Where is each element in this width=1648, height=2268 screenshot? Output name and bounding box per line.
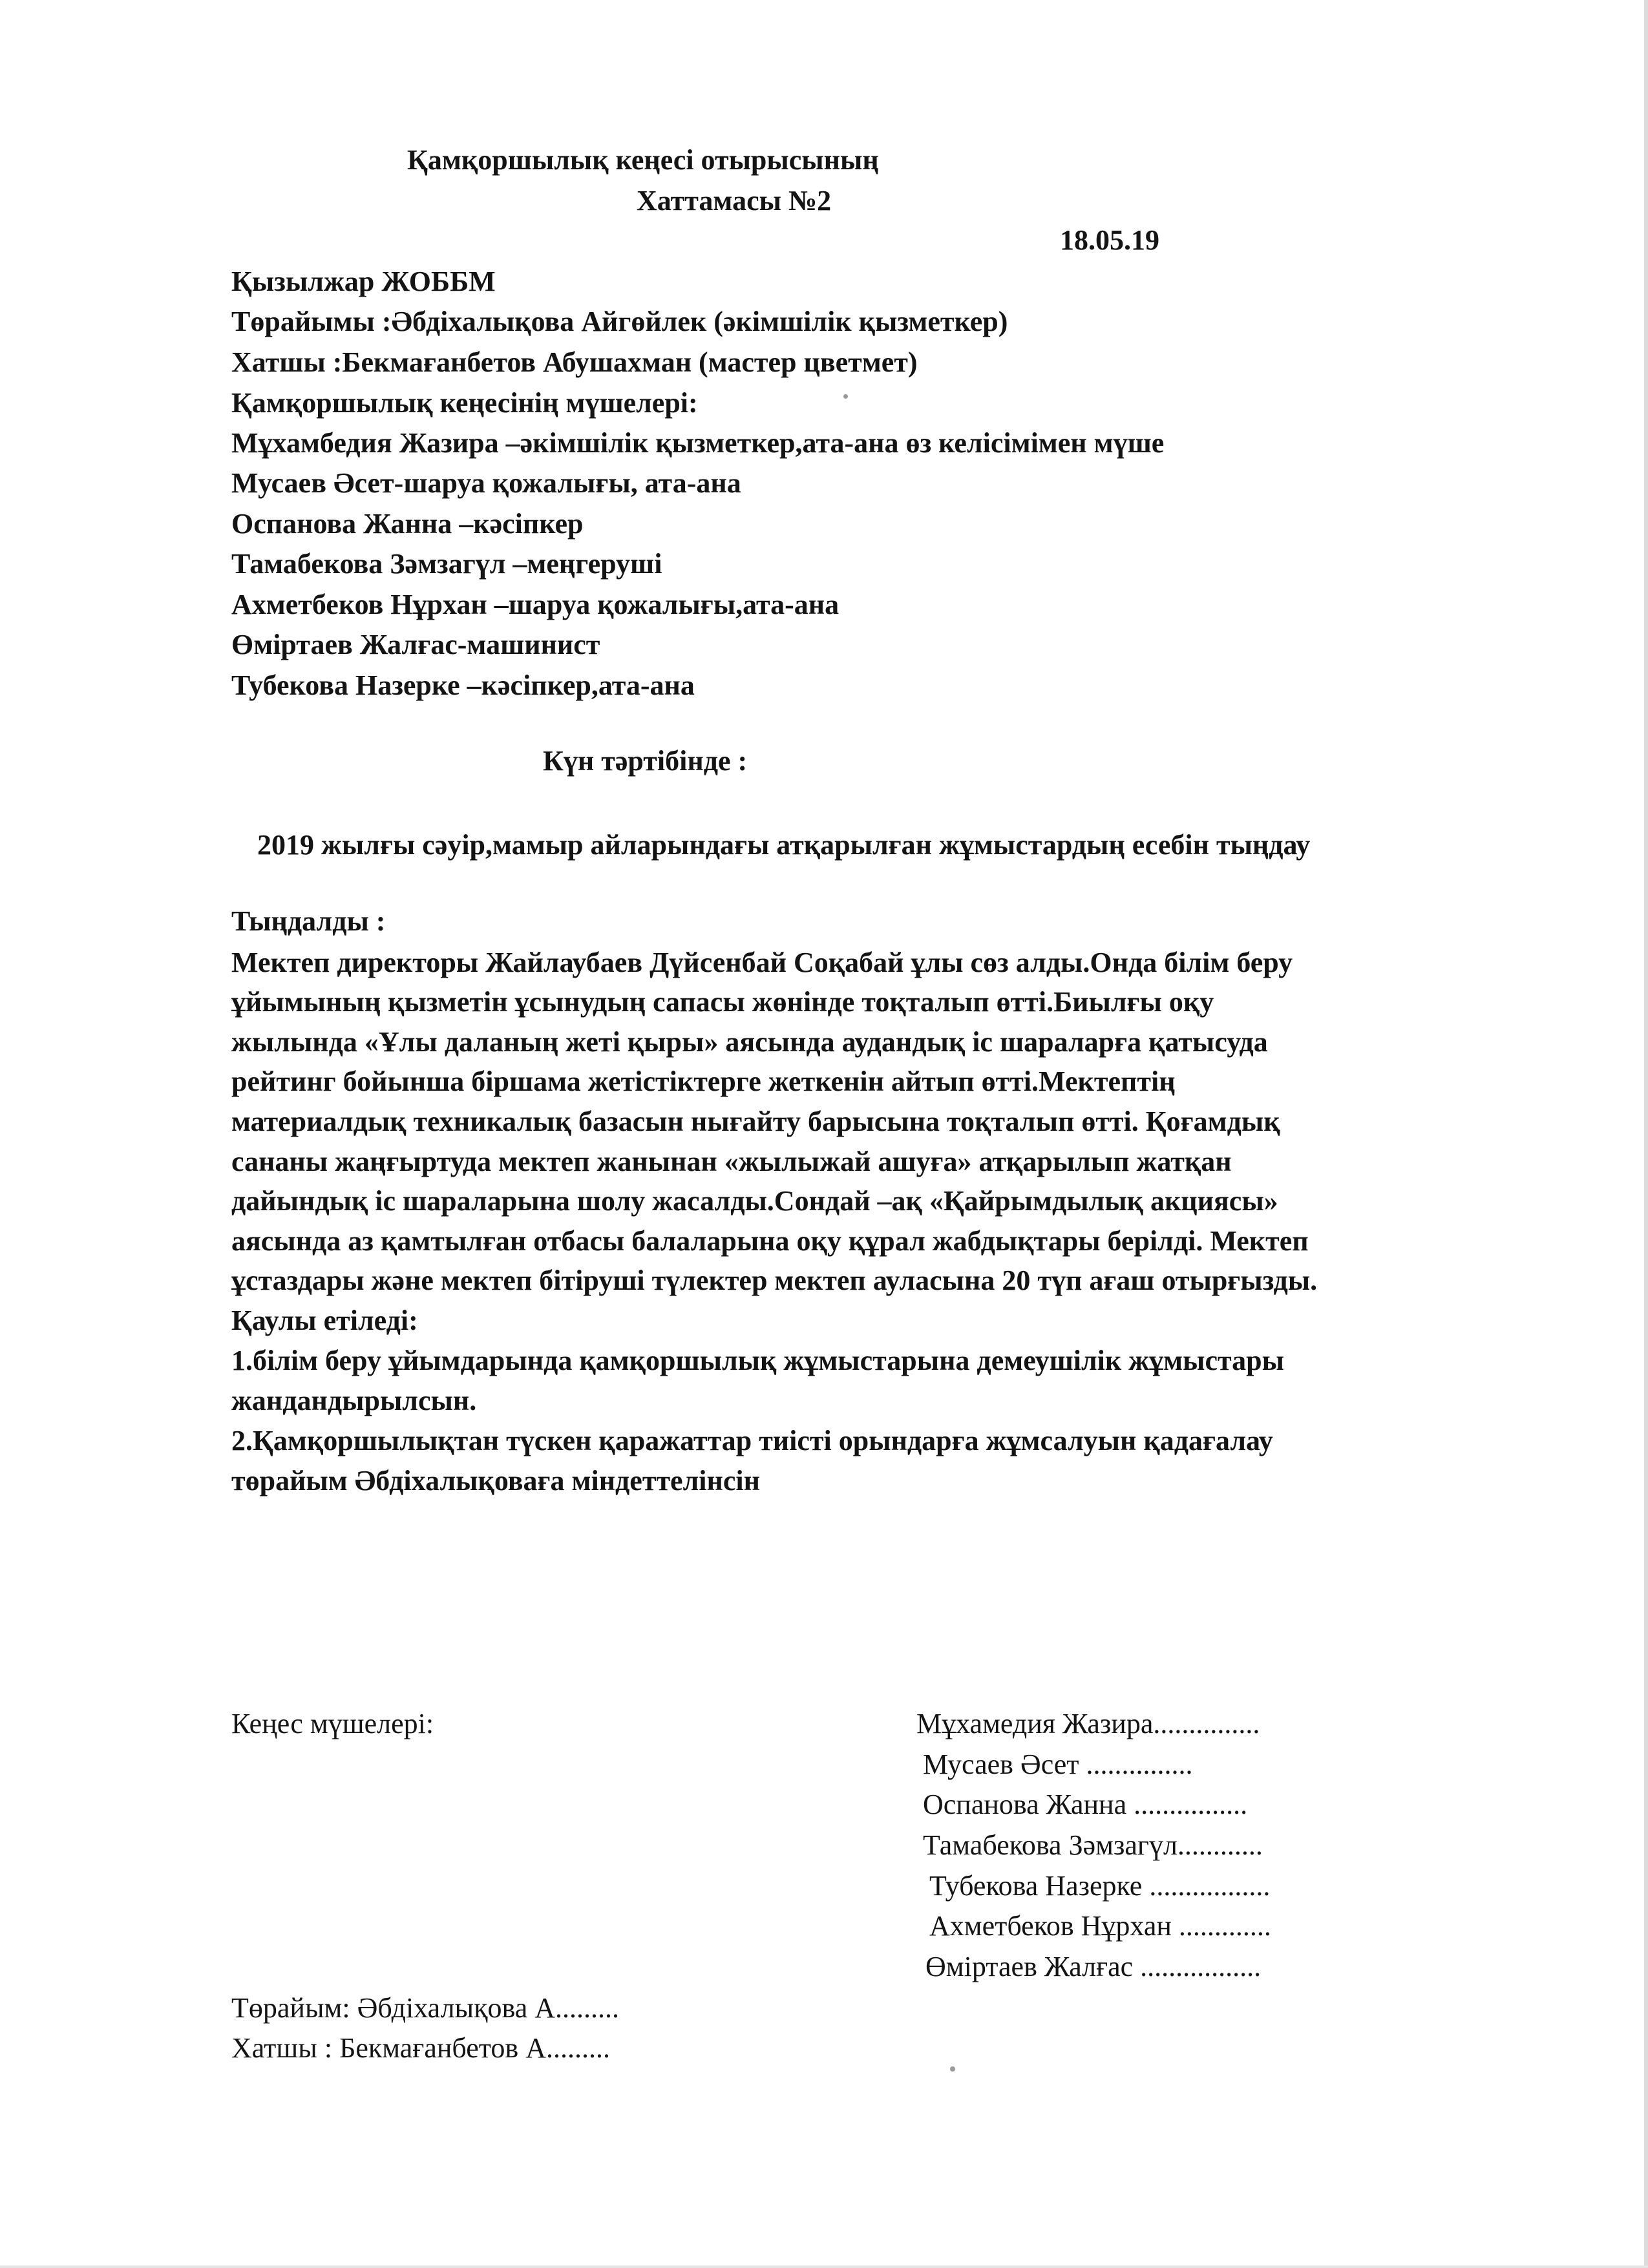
member-line: Ахметбеков Нұрхан –шаруа қожалығы,ата-ана (231, 589, 840, 620)
heard-line: Мектеп директоры Жайлаубаев Дүйсенбай Соқабай ұлы сөз алды.Онда білім беру (231, 947, 1293, 978)
decision-line: жандандырылсын. (231, 1385, 477, 1416)
heard-title: Тыңдалды : (231, 905, 386, 937)
signature-line: Тубекова Назерке ................. (929, 1870, 1271, 1902)
scan-edge (0, 2265, 1648, 2268)
scan-edge (1644, 0, 1648, 2268)
heard-line: ұйымының қызметін ұсынудың сапасы жөнінде тоқталып өтті.Биылғы оқу (231, 986, 1214, 1018)
heard-line: аясында аз қамтылған отбасы балаларына оқу құрал жабдықтары берілді. Мектеп (231, 1225, 1309, 1257)
secretary-info: Хатшы :Бекмағанбетов Абушахман (мастер цветмет) (231, 346, 918, 378)
document-date: 18.05.19 (1060, 224, 1159, 256)
members-title: Қамқоршылық кеңесінің мүшелері: (231, 387, 698, 419)
document-title-line1: Қамқоршылық кеңесі отырысының (407, 144, 879, 176)
heard-line: сананы жаңғыртуда мектеп жанынан «жылыжай ашуға» атқарылып жатқан (231, 1146, 1232, 1177)
member-line: Оспанова Жанна –кәсіпкер (231, 508, 584, 540)
signature-line: Тамабекова Зәмзагүл............ (923, 1829, 1263, 1861)
chair-info: Төрайымы :Әбдіхалықова Айгөйлек (әкімшілік қызметкер) (231, 306, 1008, 337)
document-title-line2: Хаттамасы №2 (637, 185, 832, 216)
heard-line: жылында «Ұлы даланың жеті қыры» аясында аудандық іс шараларға қатысуда (231, 1026, 1268, 1058)
signature-line: Өміртаев Жалғас ................. (925, 1951, 1262, 1982)
school-name: Қызылжар ЖОББМ (231, 266, 496, 297)
member-line: Тамабекова Зәмзагүл –меңгеруші (231, 548, 662, 580)
member-line: Мусаев Әсет-шаруа қожалығы, ата-ана (231, 467, 741, 499)
scan-speck (950, 2066, 955, 2072)
member-line: Мұхамбедия Жазира –әкімшілік қызметкер,ата-ана өз келісімімен мүше (231, 427, 1165, 459)
decision-line: 2.Қамқоршылықтан түскен қаражаттар тиісті орындарға жұмсалуын қадағалау (231, 1425, 1273, 1456)
member-line: Тубекова Назерке –кәсіпкер,ата-ана (231, 669, 695, 701)
signature-line: Мұхамедия Жазира............... (916, 1708, 1260, 1739)
scan-speck (843, 394, 848, 399)
decision-line: 1.білім беру ұйымдарында қамқоршылық жұмыстарына демеушілік жұмыстары (231, 1345, 1284, 1376)
agenda-text: 2019 жылғы сәуір,мамыр айларындағы атқарылған жұмыстардың есебін тыңдау (257, 829, 1311, 861)
decision-line: төрайым Әбдіхалықоваға міндеттелінсін (231, 1465, 760, 1496)
council-members-label: Кеңес мүшелері: (231, 1708, 434, 1739)
chair-signature: Төрайым: Әбдіхалықова А......... (231, 1992, 619, 2024)
heard-line: ұстаздары және мектеп бітіруші түлектер мектеп ауласына 20 түп ағаш отырғызды. (231, 1265, 1318, 1296)
heard-line: дайындық іс шараларына шолу жасалды.Сондай –ақ «Қайрымдылық акциясы» (231, 1185, 1278, 1217)
agenda-title: Күн тәртібінде : (543, 745, 748, 777)
signature-line: Ахметбеков Нұрхан ............. (929, 1910, 1271, 1942)
heard-line: рейтинг бойынша біршама жетістіктерге жеткенін айтып өтті.Мектептің (231, 1066, 1176, 1097)
signature-line: Оспанова Жанна ................ (923, 1789, 1248, 1820)
heard-line: материалдық техникалық базасын нығайту барысына тоқталып өтті. Қоғамдық (231, 1106, 1280, 1137)
member-line: Өміртаев Жалғас-машинист (231, 629, 600, 660)
secretary-signature: Хатшы : Бекмағанбетов А......... (231, 2032, 610, 2064)
signature-line: Мусаев Әсет ............... (923, 1748, 1193, 1780)
decision-title: Қаулы етіледі: (231, 1305, 418, 1336)
